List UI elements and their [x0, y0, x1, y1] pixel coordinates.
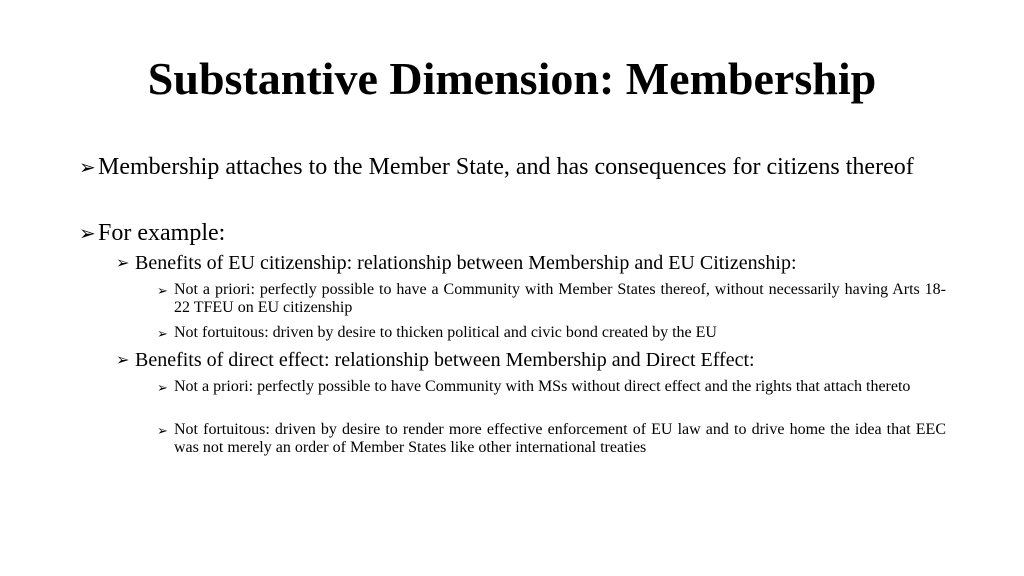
arrow-bullet-icon: ➢	[157, 283, 168, 298]
bullet-text: Benefits of EU citizenship: relationship between Membership and EU Citizenship:	[135, 252, 797, 274]
arrow-bullet-icon: ➢	[157, 380, 168, 395]
bullet-text: Not a priori: perfectly possible to have a Community with Member States thereof, without necessarily having Arts 18-22 TFEU on EU citizenship	[174, 281, 946, 316]
bullet-for-example	[79, 220, 946, 247]
bullet-text: Membership attaches to the Member State, and has consequences for citizens thereof	[98, 154, 914, 180]
bullet-membership-attaches	[79, 154, 946, 181]
bullet-citizenship-not-a-priori	[157, 281, 946, 317]
bullet-benefits-eu-citizenship	[116, 252, 946, 274]
bullet-benefits-direct-effect	[116, 349, 946, 371]
bullet-direct-effect-not-a-priori	[157, 378, 946, 396]
bullet-citizenship-not-fortuitous	[157, 324, 946, 342]
bullet-text: Benefits of direct effect: relationship between Membership and Direct Effect:	[135, 349, 755, 371]
bullet-text: Not a priori: perfectly possible to have Community with MSs without direct effect and the rights that attach thereto	[174, 378, 911, 395]
arrow-bullet-icon: ➢	[116, 352, 130, 369]
arrow-bullet-icon: ➢	[116, 255, 130, 272]
arrow-bullet-icon: ➢	[79, 157, 96, 179]
arrow-bullet-icon: ➢	[157, 326, 168, 341]
slide-title: Substantive Dimension: Membership	[147, 53, 877, 104]
arrow-bullet-icon: ➢	[157, 423, 168, 438]
bullet-text: For example:	[98, 220, 226, 246]
bullet-text: Not fortuitous: driven by desire to render more effective enforcement of EU law and to drive home the idea that EEC was not merely an order of Member States like other international treaties	[174, 421, 946, 456]
arrow-bullet-icon: ➢	[79, 223, 96, 245]
bullet-direct-effect-not-fortuitous	[157, 421, 946, 457]
bullet-text: Not fortuitous: driven by desire to thicken political and civic bond created by the EU	[174, 324, 717, 341]
